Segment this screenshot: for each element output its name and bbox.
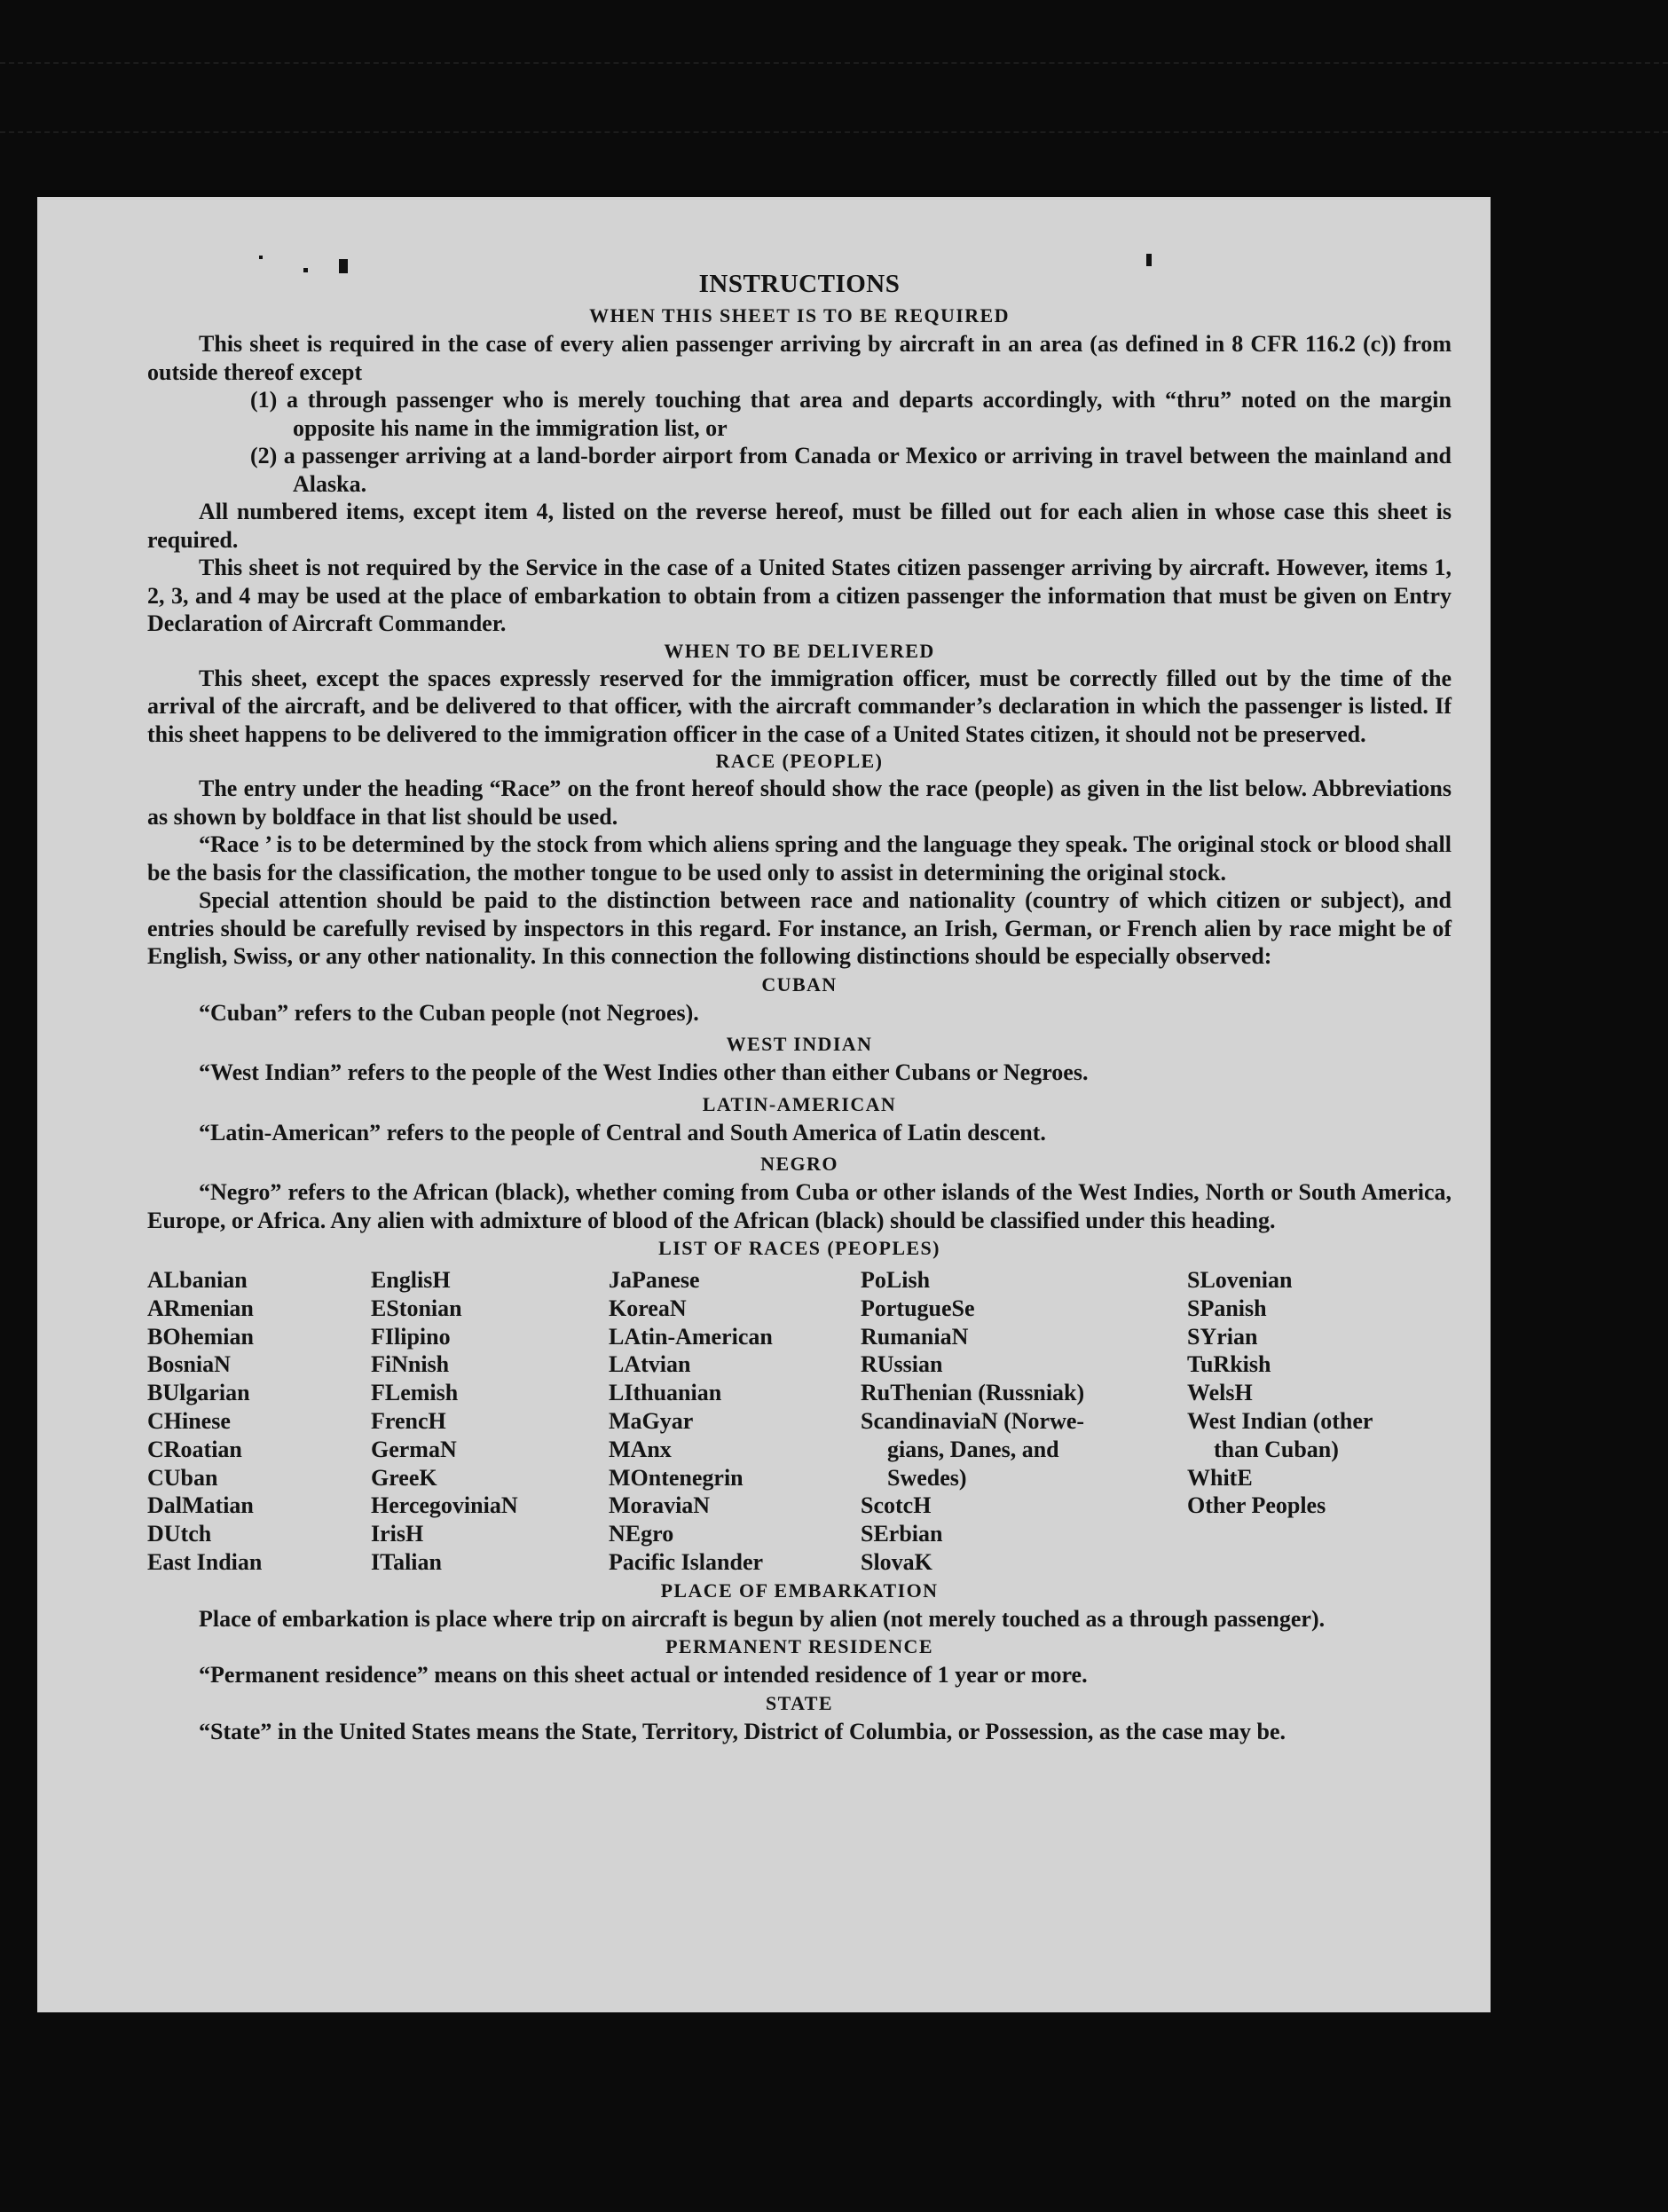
race-entry: SlovaK bbox=[861, 1548, 932, 1575]
race-entry: Other Peoples bbox=[1187, 1492, 1326, 1519]
scan-rule bbox=[0, 62, 1668, 64]
race-entry: SPanish bbox=[1187, 1295, 1267, 1321]
paragraph: “Race ’ is to be determined by the stock from which aliens spring and the language they speak. The original stock or blood shall be the basis for the classification, the mother tongue to be used only to assist in determining the original stock. bbox=[147, 831, 1452, 886]
paragraph: “Permanent residence” means on this sheet actual or intended residence of 1 year or more. bbox=[199, 1662, 1088, 1689]
race-entry: MaGyar bbox=[609, 1407, 694, 1434]
paragraph: “State” in the United States means the State, Territory, District of Columbia, or Possession, as the case may be. bbox=[199, 1718, 1286, 1744]
race-entry: FLemish bbox=[371, 1380, 459, 1406]
race-entry: LAtvian bbox=[609, 1351, 691, 1378]
scan-rule bbox=[0, 131, 1668, 133]
paragraph: This sheet, except the spaces expressly reserved for the immigration officer, must be correctly filled out by the time of the arrival of the aircraft, and be delivered to that officer, with the aircraft commander’s declaration in which the passenger is listed. If this sheet happens to be delivered to the immigration officer in the case of a United States citizen, it should not be preserved. bbox=[147, 665, 1452, 747]
ink-speck bbox=[1146, 254, 1152, 266]
race-entry: SYrian bbox=[1187, 1323, 1258, 1350]
race-entry: Swedes) bbox=[887, 1464, 967, 1491]
race-entry: JaPanese bbox=[609, 1267, 700, 1293]
race-entry: WhitE bbox=[1187, 1464, 1253, 1491]
race-entry: CRoatian bbox=[147, 1436, 242, 1462]
race-entry: BOhemian bbox=[147, 1323, 254, 1350]
race-entry: GreeK bbox=[371, 1464, 437, 1491]
race-entry: CUban bbox=[147, 1464, 218, 1491]
race-entry: MoraviaN bbox=[609, 1492, 711, 1519]
section-heading-when-required: WHEN THIS SHEET IS TO BE REQUIRED bbox=[589, 304, 1010, 327]
race-entry: East Indian bbox=[147, 1548, 263, 1575]
race-entry: EnglisH bbox=[371, 1267, 451, 1293]
race-entry: SErbian bbox=[861, 1521, 943, 1547]
races-column bbox=[861, 1266, 1187, 1577]
race-entry: CHinese bbox=[147, 1407, 231, 1434]
race-entry: FrencH bbox=[371, 1407, 446, 1434]
race-entry: RuThenian (Russniak) bbox=[861, 1380, 1085, 1406]
race-entry: FiNnish bbox=[371, 1351, 450, 1378]
section-heading-latin-american: LATIN-AMERICAN bbox=[702, 1092, 897, 1115]
race-entry: MAnx bbox=[609, 1436, 672, 1462]
race-entry: TuRkish bbox=[1187, 1351, 1271, 1378]
race-entry: FIlipino bbox=[371, 1323, 451, 1350]
paragraph: “Negro” refers to the African (black), whether coming from Cuba or other islands of the West Indies, North or South America, Europe, or Africa. Any alien with admixture of blood of the African (black) should be classified under this heading. bbox=[147, 1179, 1452, 1233]
races-list bbox=[147, 1266, 1452, 1577]
document-sheet bbox=[37, 197, 1491, 2012]
race-entry: ALbanian bbox=[147, 1267, 248, 1293]
races-column bbox=[1187, 1266, 1444, 1577]
race-entry: ScotcH bbox=[861, 1492, 932, 1519]
section-heading-race: RACE (PEOPLE) bbox=[715, 750, 884, 772]
race-entry: gians, Danes, and bbox=[887, 1436, 1059, 1462]
race-entry: ScandinaviaN (Norwe- bbox=[861, 1407, 1085, 1434]
race-entry: KoreaN bbox=[609, 1295, 687, 1321]
race-entry: ARmenian bbox=[147, 1295, 254, 1321]
races-column bbox=[147, 1266, 371, 1577]
section-heading-negro: NEGRO bbox=[760, 1153, 838, 1175]
paragraph: “Latin-American” refers to the people of Central and South America of Latin descent. bbox=[199, 1119, 1046, 1145]
list-item: (2) a passenger arriving at a land-border airport from Canada or Mexico or arriving in travel between the mainland and Alaska. bbox=[250, 443, 1452, 497]
race-entry: GermaN bbox=[371, 1436, 457, 1462]
race-entry: DUtch bbox=[147, 1521, 212, 1547]
race-entry: PortugueSe bbox=[861, 1295, 975, 1321]
section-heading-list-of-races: LIST OF RACES (PEOPLES) bbox=[658, 1237, 940, 1259]
document-title: INSTRUCTIONS bbox=[698, 270, 901, 298]
race-entry: RUssian bbox=[861, 1351, 943, 1378]
race-entry: LAtin-American bbox=[609, 1323, 773, 1350]
race-entry: EStonian bbox=[371, 1295, 462, 1321]
section-heading-state: STATE bbox=[766, 1691, 833, 1714]
race-entry: HercegoviniaN bbox=[371, 1492, 518, 1519]
section-heading-when-delivered: WHEN TO BE DELIVERED bbox=[664, 639, 935, 662]
paragraph: The entry under the heading “Race” on the front hereof should show the race (people) as given in the list below. Abbreviations as shown by boldface in that list should be used. bbox=[147, 775, 1452, 830]
race-entry: BosniaN bbox=[147, 1351, 231, 1378]
section-heading-west-indian: WEST INDIAN bbox=[726, 1033, 873, 1055]
section-heading-residence: PERMANENT RESIDENCE bbox=[665, 1635, 933, 1658]
race-entry: West Indian (other bbox=[1187, 1407, 1373, 1434]
paragraph: This sheet is required in the case of every alien passenger arriving by aircraft in an area (as defined in 8 CFR 116.2 (c)) from outside thereof except bbox=[147, 331, 1452, 385]
race-entry: MOntenegrin bbox=[609, 1464, 744, 1491]
paragraph: “Cuban” refers to the Cuban people (not Negroes). bbox=[199, 999, 699, 1026]
races-column bbox=[371, 1266, 609, 1577]
race-entry: DalMatian bbox=[147, 1492, 254, 1519]
race-entry: RumaniaN bbox=[861, 1323, 969, 1350]
race-entry: LIthuanian bbox=[609, 1380, 722, 1406]
paragraph: Place of embarkation is place where trip on aircraft is begun by alien (not merely touched as a through passenger). bbox=[199, 1605, 1326, 1632]
paragraph: Special attention should be paid to the distinction between race and nationality (country of which citizen or subject), and entries should be carefully revised by inspectors in this regard. For instance, an Irish, German, or French alien by race might be of English, Swiss, or any other nationality. In this connection the following distinctions should be especially observed: bbox=[147, 887, 1452, 969]
race-entry: IrisH bbox=[371, 1521, 424, 1547]
race-entry: PoLish bbox=[861, 1267, 931, 1293]
ink-speck bbox=[259, 256, 263, 259]
race-entry: ITalian bbox=[371, 1548, 442, 1575]
race-entry: WelsH bbox=[1187, 1380, 1253, 1406]
paragraph: “West Indian” refers to the people of the West Indies other than either Cubans or Negroes. bbox=[199, 1059, 1089, 1085]
races-column bbox=[609, 1266, 861, 1577]
paragraph: All numbered items, except item 4, listed on the reverse hereof, must be filled out for each alien in whose case this sheet is required. bbox=[147, 499, 1452, 553]
list-item: (1) a through passenger who is merely touching that area and departs accordingly, with “thru” noted on the margin opposite his name in the immigration list, or bbox=[250, 387, 1452, 441]
paragraph: This sheet is not required by the Service in the case of a United States citizen passenger arriving by aircraft. However, items 1, 2, 3, and 4 may be used at the place of embarkation to obtain from a citizen passenger the information that must be given on Entry Declaration of Aircraft Commander. bbox=[147, 555, 1452, 636]
race-entry: SLovenian bbox=[1187, 1267, 1293, 1293]
race-entry: Pacific Islander bbox=[609, 1548, 764, 1575]
document-content bbox=[147, 266, 1452, 1745]
race-entry: BUlgarian bbox=[147, 1380, 250, 1406]
race-entry: than Cuban) bbox=[1214, 1436, 1339, 1462]
section-heading-cuban: CUBAN bbox=[761, 972, 838, 996]
race-entry: NEgro bbox=[609, 1521, 674, 1547]
section-heading-embarkation: PLACE OF EMBARKATION bbox=[660, 1578, 939, 1602]
